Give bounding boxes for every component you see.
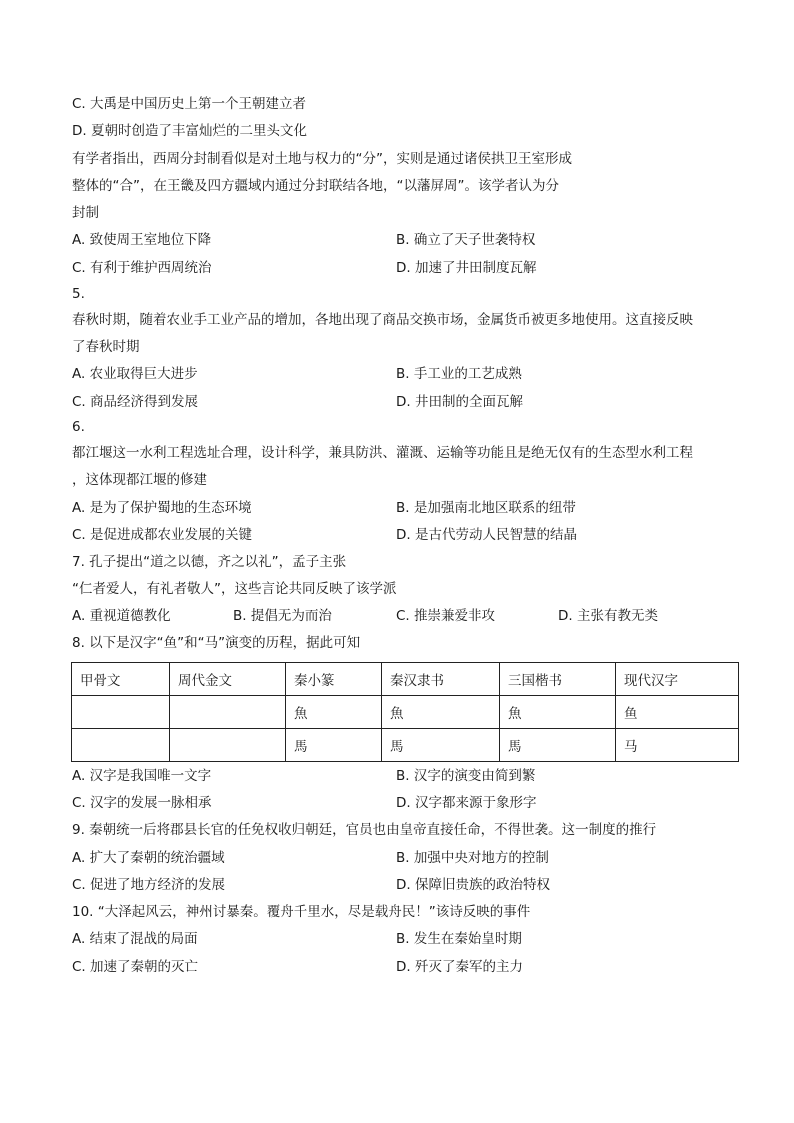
q7-stem-line1: 7. 孔子提出“道之以德，齐之以礼”，孟子主张	[72, 554, 347, 570]
header-clerical: 秦汉隶书	[382, 663, 500, 696]
q8-option-d: D. 汉字都来源于象形字	[396, 795, 537, 811]
header-small-seal: 秦小篆	[286, 663, 382, 696]
table-cell	[72, 729, 170, 762]
table-cell: 馬	[500, 729, 616, 762]
header-bronze: 周代金文	[170, 663, 286, 696]
q9-option-c: C. 促进了地方经济的发展	[72, 877, 226, 893]
q8-option-c: C. 汉字的发展一脉相承	[72, 795, 212, 811]
q10-option-a: A. 结束了混战的局面	[72, 931, 198, 947]
q4-option-a: A. 致使周王室地位下降	[72, 232, 212, 248]
q4-stem-line2: 整体的“合”，在王畿及四方疆域内通过分封联结各地，“以藩屏周”。该学者认为分	[72, 178, 559, 194]
table-cell: 魚	[382, 696, 500, 729]
q5-stem-line2: 了春秋时期	[72, 339, 140, 355]
table-header-row	[72, 663, 739, 696]
q9-option-b: B. 加强中央对地方的控制	[396, 850, 549, 866]
character-evolution-table	[71, 662, 739, 762]
header-modern: 现代汉字	[616, 663, 739, 696]
q4-option-d: D. 加速了井田制度瓦解	[396, 260, 537, 276]
table-cell: 馬	[286, 729, 382, 762]
q6-number: 6.	[72, 419, 85, 435]
q4-option-c: C. 有利于维护西周统治	[72, 260, 212, 276]
q5-option-b: B. 手工业的工艺成熟	[396, 366, 522, 382]
q10-option-c: C. 加速了秦朝的灭亡	[72, 959, 199, 975]
q3-option-c: C. 大禹是中国历史上第一个王朝建立者	[72, 96, 307, 112]
table-cell	[170, 696, 286, 729]
table-cell: 馬	[382, 729, 500, 762]
q8-stem: 8. 以下是汉字“鱼”和“马”演变的历程，据此可知	[72, 635, 361, 651]
q10-option-b: B. 发生在秦始皇时期	[396, 931, 522, 947]
q8-option-b: B. 汉字的演变由简到繁	[396, 768, 536, 784]
table-cell	[170, 729, 286, 762]
q7-option-c: C. 推崇兼爱非攻	[396, 608, 496, 624]
q4-option-b: B. 确立了天子世袭特权	[396, 232, 536, 248]
q9-option-a: A. 扩大了秦朝的统治疆域	[72, 850, 225, 866]
q6-option-b: B. 是加强南北地区联系的纽带	[396, 500, 576, 516]
table-cell: 魚	[286, 696, 382, 729]
table-cell: 马	[616, 729, 739, 762]
q5-number: 5.	[72, 286, 85, 302]
q7-option-b: B. 提倡无为而治	[233, 608, 332, 624]
q10-option-d: D. 歼灭了秦军的主力	[396, 959, 523, 975]
q7-stem-line2: “仁者爱人，有礼者敬人”，这些言论共同反映了该学派	[72, 581, 397, 597]
q7-option-d: D. 主张有教无类	[558, 608, 658, 624]
q9-stem: 9. 秦朝统一后将郡县长官的任免权收归朝廷，官员也由皇帝直接任命，不得世袭。这一制度的推行	[72, 822, 657, 838]
q10-stem: 10. “大泽起风云，神州讨暴秦。覆舟千里水，尽是载舟民！”该诗反映的事件	[72, 904, 531, 920]
q5-option-c: C. 商品经济得到发展	[72, 394, 199, 410]
q5-option-a: A. 农业取得巨大进步	[72, 366, 198, 382]
q6-option-a: A. 是为了保护蜀地的生态环境	[72, 500, 252, 516]
q6-stem-line2: ，这体现都江堰的修建	[72, 472, 207, 488]
table-cell: 魚	[500, 696, 616, 729]
q8-option-a: A. 汉字是我国唯一文字	[72, 768, 212, 784]
table-row-horse	[72, 729, 739, 762]
q4-stem-line3: 封制	[72, 205, 99, 221]
q7-option-a: A. 重视道德教化	[72, 608, 171, 624]
table-cell	[72, 696, 170, 729]
q5-option-d: D. 井田制的全面瓦解	[396, 394, 523, 410]
q9-option-d: D. 保障旧贵族的政治特权	[396, 877, 550, 893]
table-cell: 鱼	[616, 696, 739, 729]
q3-option-d: D. 夏朝时创造了丰富灿烂的二里头文化	[72, 123, 307, 139]
q5-stem-line1: 春秋时期，随着农业手工业产品的增加，各地出现了商品交换市场，金属货币被更多地使用。这直接反映	[72, 312, 693, 328]
header-regular: 三国楷书	[500, 663, 616, 696]
q6-option-d: D. 是古代劳动人民智慧的结晶	[396, 527, 577, 543]
q6-stem-line1: 都江堰这一水利工程选址合理，设计科学，兼具防洪、灌溉、运输等功能且是绝无仅有的生态型水利工程	[72, 445, 693, 461]
q4-stem-line1: 有学者指出，西周分封制看似是对土地与权力的“分”，实则是通过诸侯拱卫王室形成	[72, 151, 572, 167]
q6-option-c: C. 是促进成都农业发展的关键	[72, 527, 253, 543]
header-oracle-bone: 甲骨文	[72, 663, 170, 696]
table-row-fish	[72, 696, 739, 729]
